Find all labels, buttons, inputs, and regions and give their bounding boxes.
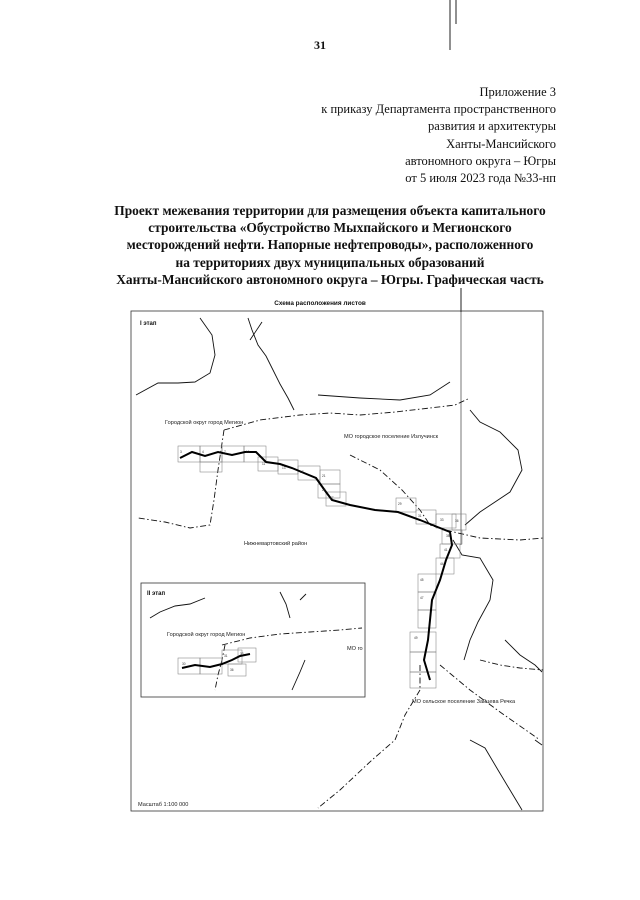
sheet-number-label: 17 [300, 470, 304, 474]
sheet-number-label: 29 [398, 502, 402, 506]
megion-label: Городской округ город Мегион [165, 420, 244, 426]
inset-sheet-number-label: 30 [182, 662, 186, 666]
sheet-number-label: 33 [440, 518, 444, 522]
appendix-line: развития и архитектуры [427, 119, 556, 134]
sheet-number-label: 36 [455, 519, 459, 523]
appendix-line: автономного округа – Югры [405, 153, 556, 168]
izluchinsk-label: МО городское поселение Излучинск [344, 434, 439, 440]
sheet-number-label: 24 [322, 488, 326, 492]
appendix-line: от 5 июля 2023 года №33-нп [405, 171, 556, 186]
scale-label: Масштаб 1:100 000 [138, 802, 189, 808]
zaitseva-label: МО сельское поселение Зайцева Речка [412, 699, 516, 705]
inset-sheet-number-label: 33 [240, 652, 244, 656]
inset-sheet-number-label: 36 [230, 668, 234, 672]
title-line: Проект межевания территории для размещения объекта капитального [114, 203, 546, 218]
appendix-line: к приказу Департамента пространственного [321, 102, 556, 117]
appendix-line: Ханты-Мансийского [446, 136, 556, 151]
district-boundaries [136, 318, 542, 810]
stage-one-label: I этап [140, 321, 157, 327]
sheet-number-label: 10 [246, 450, 250, 454]
sheet-number-label: 49 [414, 636, 418, 640]
inset-sheet-number-label: 31 [224, 654, 228, 658]
sheet-number-label: 27 [330, 496, 334, 500]
sheet-number-label: 41 [444, 548, 448, 552]
sheet-number-label: 4 [202, 450, 204, 454]
map-caption: Схема расположения листов [274, 300, 366, 307]
title-line: Ханты-Мансийского автономного округа – Югры. Графическая часть [116, 271, 544, 287]
sheet-number-label: 31 [418, 514, 422, 518]
page-number: 31 [314, 38, 326, 52]
map-frame [131, 311, 543, 811]
sheet-number-label: 47 [420, 596, 424, 600]
inset-megion-label: Городской округ город Мегион [167, 632, 246, 638]
title-line: месторождений нефти. Напорные нефтепроводы», расположенного [126, 237, 534, 253]
sheet-number-label: 21 [322, 474, 326, 478]
sheet-number-label: 11 [262, 462, 266, 466]
title-line: строительства «Обустройство Мыхпайского и Мегионского [148, 220, 512, 236]
title-line: на территориях двух муниципальных образований [175, 254, 485, 270]
sheet-number-label: 13 [282, 466, 286, 470]
sheet-number-label: 38 [446, 534, 450, 538]
inset-mo-label: МО го [347, 646, 363, 652]
sheet-number-label: 44 [440, 562, 444, 566]
appendix-line: Приложение 3 [479, 85, 556, 99]
stage-two-label: II этап [147, 591, 166, 597]
sheet-number-label: 7 [224, 450, 226, 454]
inset-frame [141, 583, 365, 697]
sheet-number-label: 3 [180, 450, 182, 454]
sheet-number-label: 45 [420, 578, 424, 582]
district-label: Нижневартовский район [244, 541, 308, 547]
